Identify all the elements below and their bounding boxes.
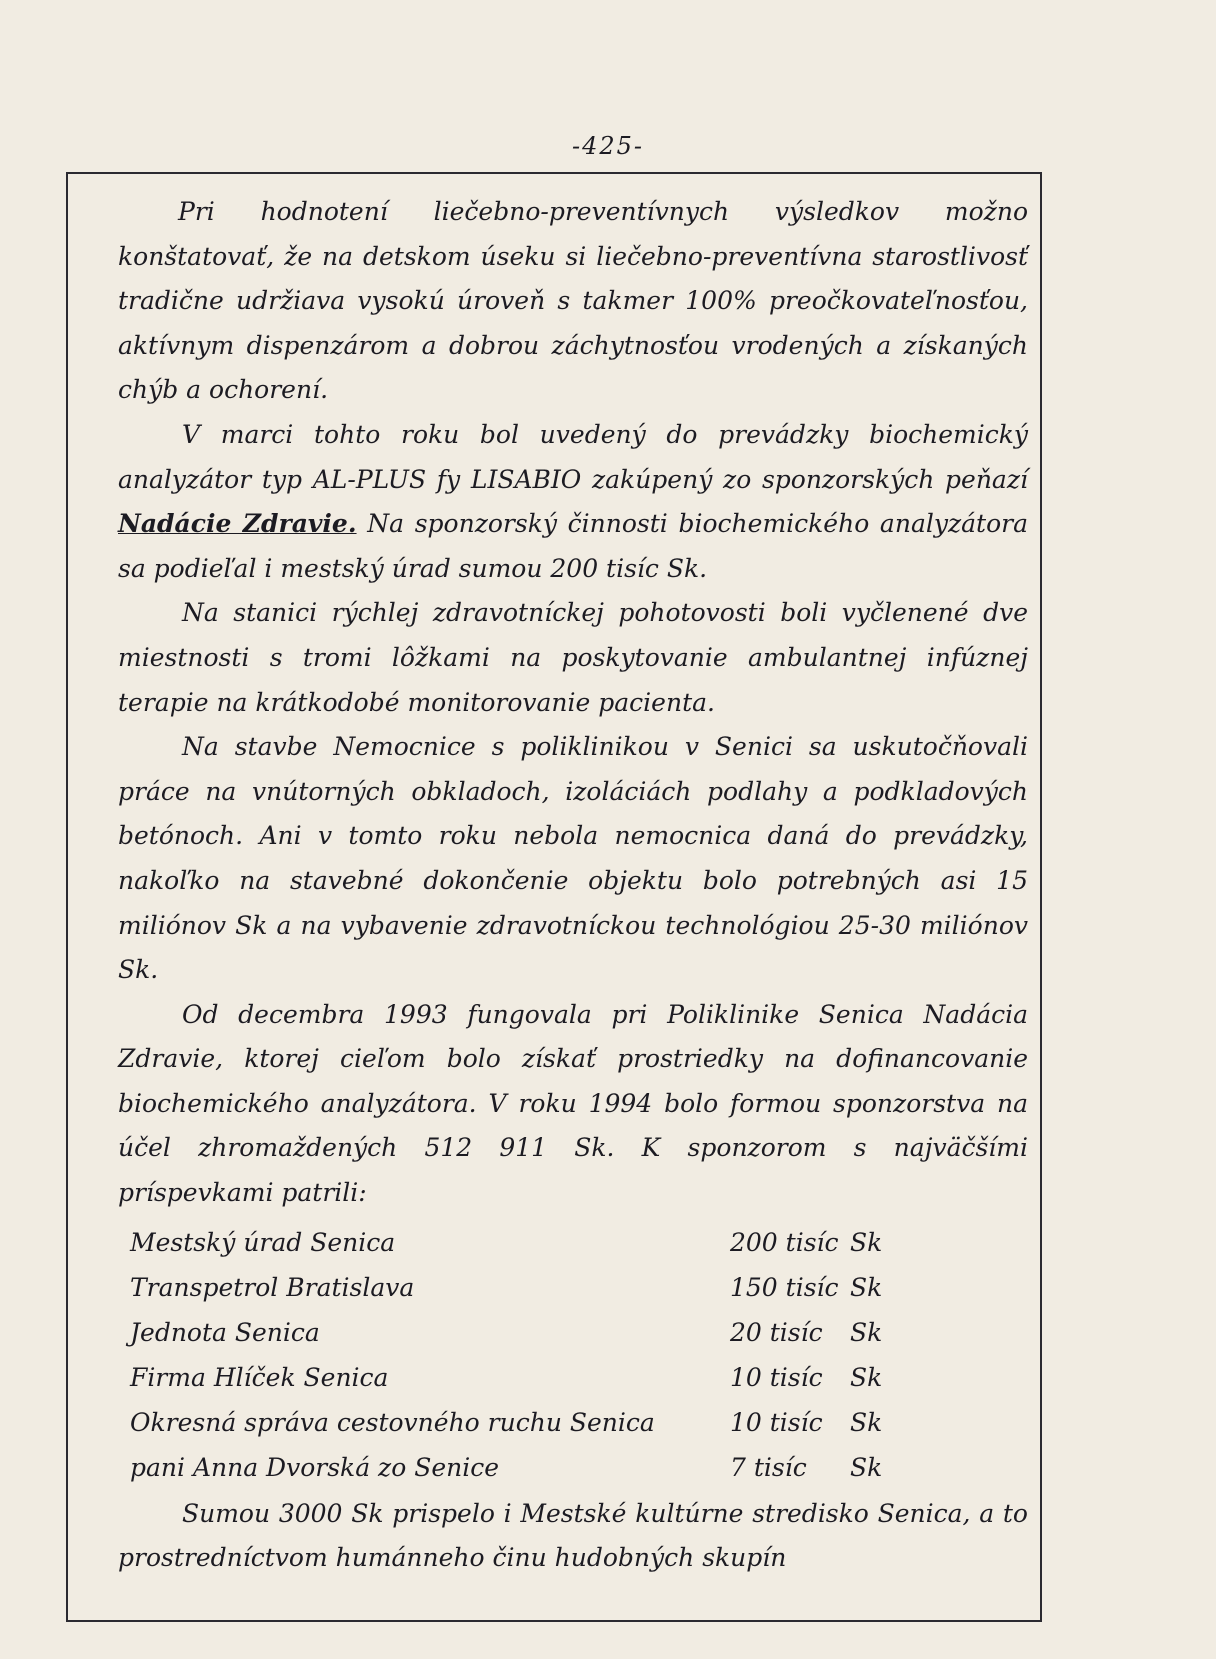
list-item: [130, 1310, 1028, 1355]
list-item: [130, 1220, 1028, 1265]
sponsor-amount: 7 tisíc: [730, 1452, 807, 1482]
sponsor-name: Mestský úrad Senica: [130, 1227, 396, 1257]
list-item: [130, 1400, 1028, 1445]
foundation-name: Nadácie Zdravie.: [118, 509, 357, 539]
sponsor-currency: Sk: [850, 1272, 883, 1302]
chronicle-text: [118, 190, 1028, 1581]
sponsor-currency: Sk: [850, 1407, 883, 1437]
sponsor-list: [130, 1220, 1028, 1490]
sponsor-amount: 20 tisíc: [730, 1317, 823, 1347]
sponsor-name: Firma Hlíček Senica: [130, 1362, 389, 1392]
sponsor-amount: 10 tisíc: [730, 1362, 823, 1392]
sponsor-amount: 200 tisíc: [730, 1227, 839, 1257]
sponsor-amount: 150 tisíc: [730, 1272, 839, 1302]
paragraph-analyzer: [118, 413, 1028, 591]
sponsor-name: Transpetrol Bratislava: [130, 1272, 415, 1302]
list-item: [130, 1265, 1028, 1310]
sponsor-currency: Sk: [850, 1317, 883, 1347]
paragraph-foundation: Od decembra 1993 fungovala pri Poliklinike Senica Nadácia Zdravie, ktorej cieľom bolo získať prostriedky na dofinancovanie biochemického analyzátora. V roku 1994 bolo formou sponzorstva na účel zhromaždených 512 911 Sk. K sponzorom s najväčšími príspevkami patrili:: [118, 999, 1028, 1208]
paragraph-cultural-centre: Sumou 3000 Sk prispelo i Mestské kultúrne stredisko Senica, a to prostredníctvom humánneho činu hudobných skupín: [118, 1498, 1028, 1573]
paragraph-emergency: Na stanici rýchlej zdravotníckej pohotovosti boli vyčlenené dve miestnosti s tromi lôžkami na poskytovanie ambulantnej infúznej terapie na krátkodobé monitorovanie pacienta.: [118, 598, 1028, 717]
sponsor-currency: Sk: [850, 1452, 883, 1482]
sponsor-name: Jednota Senica: [130, 1317, 320, 1347]
list-item: [130, 1445, 1028, 1490]
sponsor-name: Okresná správa cestovného ruchu Senica: [130, 1407, 655, 1437]
paragraph-pediatric: Pri hodnotení liečebno-preventívnych výsledkov možno konštatovať, že na detskom úseku si liečebno-preventívna starostlivosť tradične udržiava vysokú úroveň s takmer 100% preočkovateľnosťou, aktívnym dispenzárom a dobrou záchytnosťou vrodených a získaných chýb a ochorení.: [118, 197, 1028, 405]
sponsor-currency: Sk: [850, 1362, 883, 1392]
sponsor-currency: Sk: [850, 1227, 883, 1257]
list-item: [130, 1355, 1028, 1400]
sponsor-name: pani Anna Dvorská zo Senice: [130, 1452, 500, 1482]
sponsor-amount: 10 tisíc: [730, 1407, 823, 1437]
analyzer-text-start: V marci tohto roku bol uvedený do prevádzky biochemický analyzátor typ AL-PLUS fy LISABIO zakúpený zo sponzorských peňazí: [118, 419, 1028, 494]
analyzer-text-end: Na sponzorský činnosti biochemického analyzátora sa podieľal i mestský úrad sumou 200 tisíc Sk.: [118, 509, 1028, 583]
paragraph-hospital-construction: Na stavbe Nemocnice s poliklinikou v Senici sa uskutočňovali práce na vnútorných obkladoch, izoláciách podlahy a podkladových betónoch. Ani v tomto roku nebola nemocnica daná do prevádzky, nakoľko na stavebné dokončenie objektu bolo potrebných asi 15 miliónov Sk a na vybavenie zdravotníckou technológiou 25-30 miliónov Sk.: [118, 732, 1028, 985]
page-number: -425-: [571, 132, 645, 160]
